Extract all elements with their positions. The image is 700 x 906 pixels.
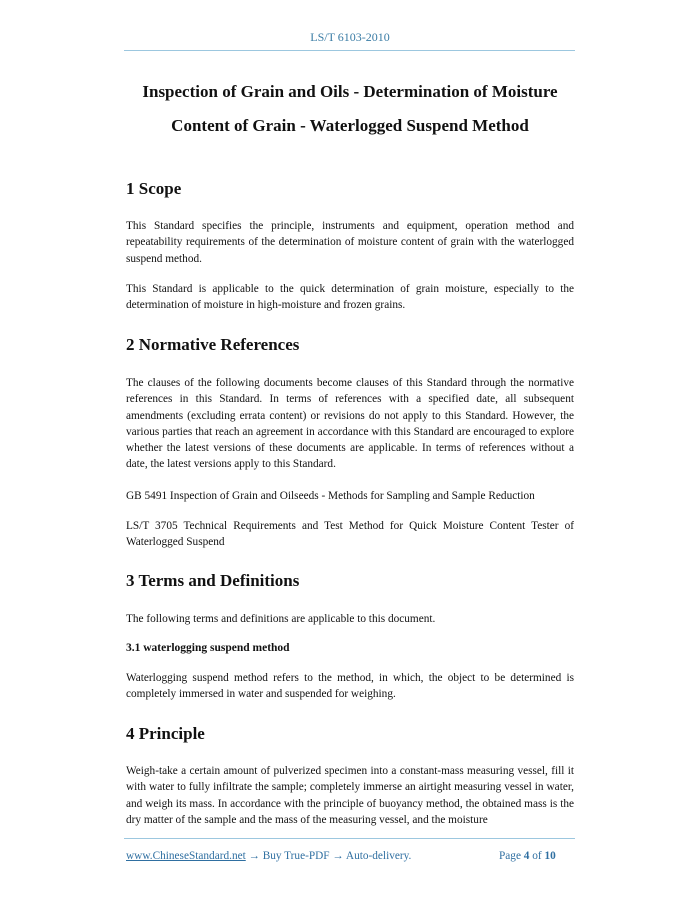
page-label: Page — [499, 850, 521, 862]
title-line-1: Inspection of Grain and Oils - Determination of Moisture — [142, 82, 558, 101]
subsection-heading-3-1: 3.1 waterlogging suspend method — [126, 642, 290, 654]
normative-paragraph-1: The clauses of the following documents become clauses of this Standard through the normative references in this Standard. In terms of references with a specified date, all subsequent amendments (excluding errata content) or revisions do not apply to this Standard. However, the various parties that reach an agreement in accordance with this Standard are encouraged to explore whether the latest versions of these documents are applicable. In terms of references without a date, the latest versions apply to this Standard. — [126, 377, 574, 471]
scope-paragraph-1: This Standard specifies the principle, instruments and equipment, operation method and repeatability requirements of the determination of moisture content of grain with the waterlogged suspend method. — [126, 220, 574, 265]
normative-reference-1: GB 5491 Inspection of Grain and Oilseeds - Methods for Sampling and Sample Reduction — [126, 490, 535, 502]
page-current: 4 — [523, 850, 530, 862]
arrow-right-icon: → — [329, 850, 346, 862]
terms-definition-paragraph: Waterlogging suspend method refers to the method, in which, the object to be determined is completely immersed in water and suspended for weighing. — [126, 672, 574, 701]
buy-pdf-text: Buy True-PDF — [262, 850, 330, 862]
terms-paragraph-1: The following terms and definitions are applicable to this document. — [126, 613, 436, 625]
header-divider — [124, 50, 575, 51]
footer-links — [126, 850, 411, 862]
title-line-2: Content of Grain - Waterlogged Suspend Method — [171, 116, 529, 135]
footer-divider — [124, 838, 575, 839]
section-heading-scope: 1 Scope — [126, 179, 182, 198]
document-title — [110, 75, 590, 143]
page-of: of — [532, 850, 542, 862]
arrow-right-icon: → — [245, 850, 263, 862]
scope-paragraph-2: This Standard is applicable to the quick determination of grain moisture, especially to the determination of moisture in high-moisture and frozen grains. — [126, 283, 574, 312]
principle-paragraph-1: Weigh-take a certain amount of pulverized specimen into a constant-mass measuring vessel, fill it with water to fully infiltrate the sample; completely immerse an airtight measuring vessel in water, and weigh its mass. In accordance with the principle of buoyancy method, the obtained mass is the dry matter of the sample and the mass of the measuring vessel, and the moisture — [126, 765, 574, 826]
page-total: 10 — [544, 850, 556, 862]
normative-reference-2: LS/T 3705 Technical Requirements and Test Method for Quick Moisture Content Tester of Waterlogged Suspend — [126, 520, 574, 549]
document-code: LS/T 6103-2010 — [310, 30, 390, 44]
section-heading-principle: 4 Principle — [126, 724, 205, 743]
section-heading-terms: 3 Terms and Definitions — [126, 571, 300, 590]
site-link[interactable]: www.ChineseStandard.net — [126, 850, 246, 862]
auto-delivery-text: Auto-delivery. — [345, 850, 412, 862]
section-heading-normative: 2 Normative References — [126, 335, 300, 354]
page-indicator — [499, 850, 556, 862]
